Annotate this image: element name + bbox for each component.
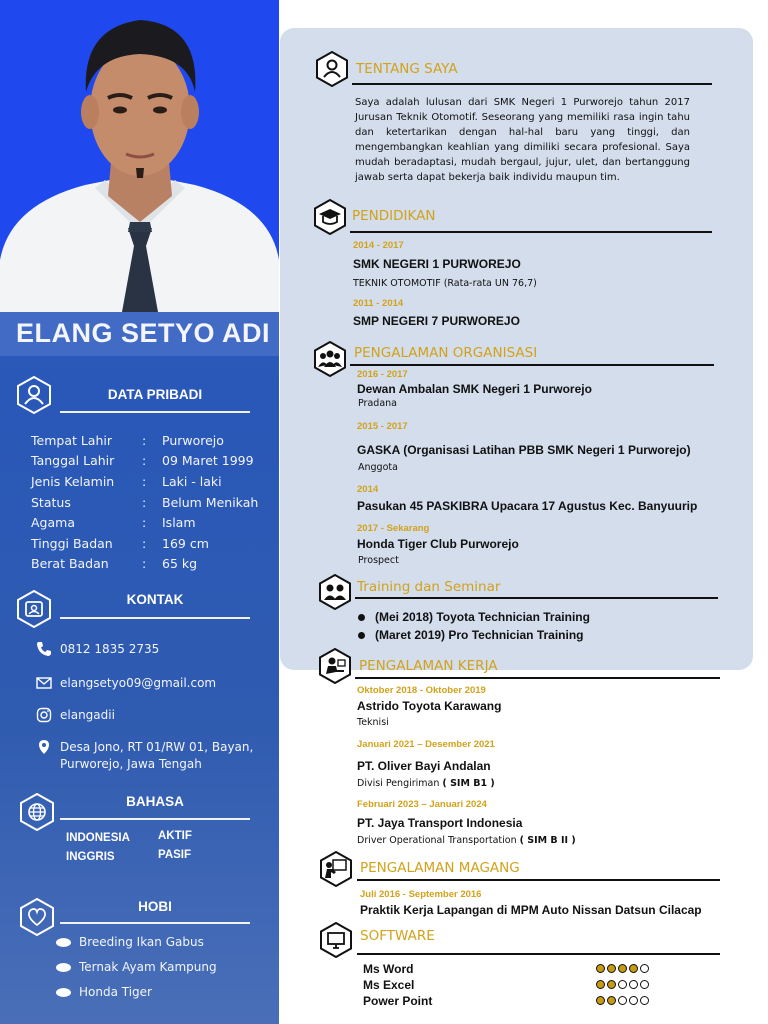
software-rating bbox=[596, 980, 651, 990]
training-label: (Maret 2019) Pro Technician Training bbox=[375, 628, 584, 642]
internship-divider bbox=[357, 879, 720, 881]
work-license: ( SIM B II ) bbox=[519, 835, 576, 846]
rating-dot-filled bbox=[607, 980, 616, 989]
education-years: 2014 - 2017 bbox=[353, 240, 404, 251]
rating-dot-filled bbox=[607, 996, 616, 1005]
contact-divider bbox=[60, 617, 250, 619]
organization-years: 2015 - 2017 bbox=[357, 421, 408, 432]
education-school: SMK NEGERI 1 PURWOREJO bbox=[353, 257, 521, 271]
personal-separator: : bbox=[142, 453, 147, 468]
work-role bbox=[357, 778, 495, 789]
rating-dot-empty bbox=[640, 996, 649, 1005]
personal-separator: : bbox=[142, 474, 147, 489]
personal-separator: : bbox=[142, 536, 147, 551]
organization-name: Pasukan 45 PASKIBRA Upacara 17 Agustus Kec. Banyuurip bbox=[357, 499, 698, 513]
rating-dot-filled bbox=[596, 996, 605, 1005]
work-years: Februari 2023 – Januari 2024 bbox=[357, 799, 487, 810]
full-name: ELANG SETYO ADI bbox=[16, 318, 271, 348]
phone-icon bbox=[36, 641, 52, 657]
work-years: Januari 2021 – Desember 2021 bbox=[357, 739, 495, 750]
hobby-item bbox=[56, 960, 217, 974]
organization-years: 2017 - Sekarang bbox=[357, 523, 430, 534]
personal-value: Islam bbox=[162, 515, 196, 530]
user-hexagon-icon bbox=[15, 376, 53, 414]
personal-label: Berat Badan bbox=[31, 556, 109, 571]
rating-dot-filled bbox=[596, 964, 605, 973]
about-heading: TENTANG SAYA bbox=[356, 61, 458, 77]
personal-label: Jenis Kelamin bbox=[31, 474, 115, 489]
education-detail: TEKNIK OTOMOTIF (Rata-rata UN 76,7) bbox=[353, 278, 537, 289]
training-heading: Training dan Seminar bbox=[357, 579, 501, 595]
email-address: elangsetyo09@gmail.com bbox=[60, 676, 217, 690]
software-rating bbox=[596, 964, 651, 974]
bullet-icon bbox=[56, 938, 71, 947]
rating-dot-filled bbox=[629, 964, 638, 973]
personal-label: Tanggal Lahir bbox=[31, 453, 115, 468]
hobbies-divider bbox=[60, 922, 250, 924]
software-name: Power Point bbox=[363, 994, 433, 1008]
graduation-cap-hexagon-icon bbox=[312, 199, 348, 235]
rating-dot-empty bbox=[640, 980, 649, 989]
work-divider bbox=[355, 677, 720, 679]
sidebar bbox=[0, 0, 279, 1024]
language-name: INGGRIS bbox=[66, 851, 115, 863]
personal-value: 65 kg bbox=[162, 556, 198, 571]
about-divider bbox=[352, 83, 712, 85]
personal-separator: : bbox=[142, 515, 147, 530]
work-years: Oktober 2018 - Oktober 2019 bbox=[357, 685, 486, 696]
hobby-label: Breeding Ikan Gabus bbox=[79, 935, 204, 949]
rating-dot-empty bbox=[640, 964, 649, 973]
organization-role: Pradana bbox=[358, 398, 397, 409]
personal-heading: DATA PRIBADI bbox=[107, 387, 203, 402]
education-years: 2011 - 2014 bbox=[353, 298, 404, 309]
training-label: (Mei 2018) Toyota Technician Training bbox=[375, 610, 590, 624]
address-line-1: Desa Jono, RT 01/RW 01, Bayan, bbox=[60, 740, 254, 754]
education-heading: PENDIDIKAN bbox=[352, 208, 436, 224]
organization-name: Dewan Ambalan SMK Negeri 1 Purworejo bbox=[357, 382, 592, 396]
work-company: PT. Jaya Transport Indonesia bbox=[357, 816, 523, 830]
personal-separator: : bbox=[142, 556, 147, 571]
work-role-text: Driver Operational Transportation bbox=[357, 835, 520, 846]
work-role-text: Divisi Pengiriman bbox=[357, 778, 443, 789]
language-level: PASIF bbox=[158, 849, 192, 861]
rating-dot-empty bbox=[629, 996, 638, 1005]
work-company: PT. Oliver Bayi Andalan bbox=[357, 759, 491, 773]
work-license: ( SIM B1 ) bbox=[442, 778, 495, 789]
work-role: Teknisi bbox=[357, 717, 389, 728]
location-pin-icon bbox=[36, 739, 52, 755]
software-divider bbox=[357, 953, 720, 955]
personal-label: Agama bbox=[31, 515, 75, 530]
monitor-hexagon-icon bbox=[318, 922, 354, 958]
organization-name: GASKA (Organisasi Latihan PBB SMK Negeri 1 Purworejo) bbox=[357, 443, 691, 457]
hobby-item bbox=[56, 935, 204, 949]
globe-hexagon-icon bbox=[18, 793, 56, 831]
name-banner bbox=[0, 312, 279, 356]
organization-heading: PENGALAMAN ORGANISASI bbox=[354, 345, 538, 361]
rating-dot-empty bbox=[629, 980, 638, 989]
software-name: Ms Excel bbox=[363, 978, 415, 992]
address-line-2: Purworejo, Jawa Tengah bbox=[60, 757, 202, 771]
organization-role: Prospect bbox=[358, 555, 399, 566]
rating-dot-empty bbox=[618, 996, 627, 1005]
training-item bbox=[358, 628, 584, 642]
language-name: INDONESIA bbox=[66, 832, 130, 844]
personal-value: Purworejo bbox=[162, 433, 224, 448]
personal-value: Belum Menikah bbox=[162, 495, 259, 510]
worker-desk-hexagon-icon bbox=[317, 648, 353, 684]
organization-years: 2016 - 2017 bbox=[357, 369, 408, 380]
bullet-icon bbox=[358, 614, 365, 621]
internship-years: Juli 2016 - September 2016 bbox=[360, 889, 482, 900]
personal-separator: : bbox=[142, 495, 147, 510]
education-divider bbox=[350, 231, 712, 233]
personal-label: Tempat Lahir bbox=[31, 433, 113, 448]
bullet-icon bbox=[358, 632, 365, 639]
internship-title: Praktik Kerja Lapangan di MPM Auto Nissan Datsun Cilacap bbox=[360, 903, 702, 917]
rating-dot-filled bbox=[618, 964, 627, 973]
personal-label: Tinggi Badan bbox=[31, 536, 113, 551]
bullet-icon bbox=[56, 988, 71, 997]
organization-role: Anggota bbox=[358, 462, 398, 473]
work-company: Astrido Toyota Karawang bbox=[357, 699, 502, 713]
personal-label: Status bbox=[31, 495, 71, 510]
bullet-icon bbox=[56, 963, 71, 972]
presenter-hexagon-icon bbox=[318, 851, 354, 887]
software-rating bbox=[596, 996, 651, 1006]
internship-heading: PENGALAMAN MAGANG bbox=[360, 860, 520, 876]
work-heading: PENGALAMAN KERJA bbox=[359, 658, 498, 674]
training-item bbox=[358, 610, 590, 624]
hobby-label: Honda Tiger bbox=[79, 985, 152, 999]
rating-dot-filled bbox=[596, 980, 605, 989]
about-text: Saya adalah lulusan dari SMK Negeri 1 Purworejo tahun 2017 Jurusan Teknik Otomotif. Seseorang yang memiliki rasa ingin tahu dan ketertarikan dengan hal-hal baru yang tinggi, dan mengembangkan keahlian yang dimiliki secara profesional. Saya mudah beradaptasi, mudah bergaul, jujur, ulet, dan bertanggung jawab serta dapat bekerja baik individu maupun tim. bbox=[355, 97, 690, 183]
user-hexagon-icon bbox=[314, 51, 350, 87]
software-name: Ms Word bbox=[363, 962, 414, 976]
languages-divider bbox=[60, 818, 250, 820]
software-heading: SOFTWARE bbox=[360, 928, 435, 944]
profile-photo bbox=[0, 0, 279, 312]
mail-icon bbox=[36, 675, 52, 691]
organization-years: 2014 bbox=[357, 484, 379, 495]
group-hexagon-icon bbox=[312, 341, 348, 377]
training-divider bbox=[355, 597, 718, 599]
personal-value: Laki - laki bbox=[162, 474, 222, 489]
personal-value: 169 cm bbox=[162, 536, 209, 551]
heart-hexagon-icon bbox=[18, 898, 56, 936]
instagram-handle: elangadii bbox=[60, 708, 115, 722]
personal-separator: : bbox=[142, 433, 147, 448]
education-school: SMP NEGERI 7 PURWOREJO bbox=[353, 314, 520, 328]
people-hexagon-icon bbox=[317, 574, 353, 610]
id-card-hexagon-icon bbox=[15, 590, 53, 628]
work-role bbox=[357, 835, 576, 846]
hobbies-heading: HOBI bbox=[138, 899, 172, 914]
hobby-label: Ternak Ayam Kampung bbox=[79, 960, 217, 974]
rating-dot-empty bbox=[618, 980, 627, 989]
contact-heading: KONTAK bbox=[126, 592, 184, 607]
phone-number: 0812 1835 2735 bbox=[60, 642, 160, 656]
languages-heading: BAHASA bbox=[126, 794, 184, 809]
personal-divider bbox=[60, 411, 250, 413]
personal-value: 09 Maret 1999 bbox=[162, 453, 254, 468]
organization-divider bbox=[350, 364, 714, 366]
language-level: AKTIF bbox=[158, 830, 192, 842]
instagram-icon bbox=[36, 707, 52, 723]
hobby-item bbox=[56, 985, 152, 999]
rating-dot-filled bbox=[607, 964, 616, 973]
organization-name: Honda Tiger Club Purworejo bbox=[357, 537, 519, 551]
